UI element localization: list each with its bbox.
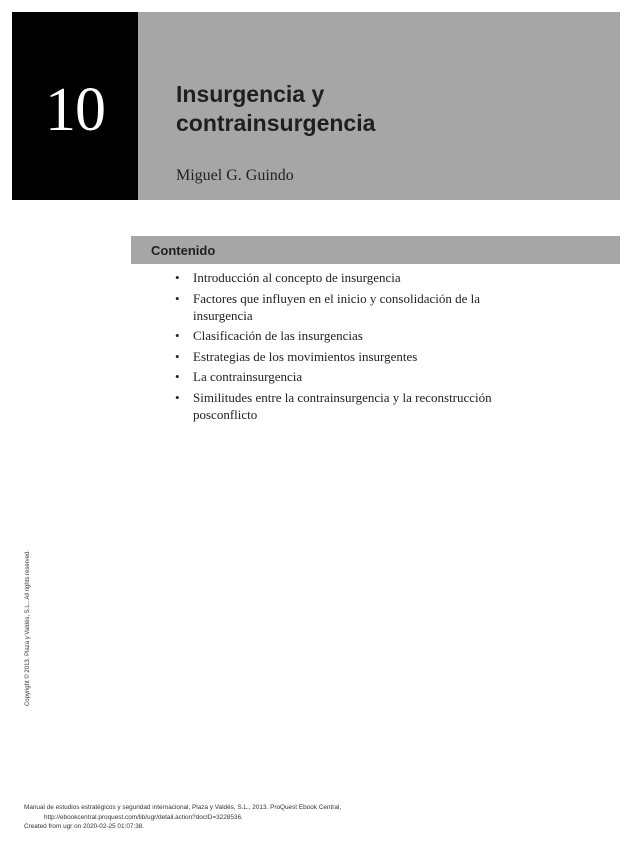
bullet-icon: •	[175, 389, 180, 405]
chapter-title-line-2: contrainsurgencia	[176, 110, 376, 136]
chapter-number-box	[12, 12, 138, 200]
chapter-title-line-1: Insurgencia y	[176, 81, 325, 107]
bullet-icon: •	[175, 290, 180, 306]
bullet-icon: •	[175, 348, 180, 364]
contents-item-text: Introducción al concepto de insurgencia	[193, 270, 401, 285]
contents-item	[175, 327, 520, 344]
contents-list	[175, 269, 520, 426]
contents-item-text: La contrainsurgencia	[193, 369, 303, 384]
chapter-title	[176, 80, 596, 138]
page-footer	[24, 803, 341, 832]
side-copyright-notice: Copyright © 2013. Plaza y Valdés, S.L.. All rights reserved.	[25, 549, 31, 707]
contents-item-text: Estrategias de los movimientos insurgentes	[193, 348, 418, 364]
footer-citation: Manual de estudios estratégicos y seguridad internacional, Plaza y Valdés, S.L., 2013. ProQuest Ebook Central,	[24, 804, 342, 811]
contents-heading-bar	[131, 236, 620, 264]
contents-item	[175, 348, 520, 365]
contents-item	[175, 368, 520, 385]
contents-item	[175, 269, 520, 286]
footer-url: http://ebookcentral.proquest.com/lib/ugr/detail.action?docID=3228536.	[44, 813, 243, 821]
chapter-header	[12, 12, 620, 200]
contents-item-text: Similitudes entre la contrainsurgencia y la reconstrucción posconflicto	[193, 389, 492, 422]
footer-created: Created from ugr on 2020-02-25 01:07:38.	[24, 823, 145, 830]
contents-item	[175, 389, 520, 423]
chapter-author: Miguel G. Guindo	[176, 167, 294, 184]
contents-item	[175, 290, 520, 324]
contents-heading: Contenido	[151, 243, 216, 258]
bullet-icon: •	[175, 369, 180, 384]
contents-item-text: Factores que influyen en el inicio y consolidación de la insurgencia	[193, 290, 480, 323]
bullet-icon: •	[175, 270, 180, 285]
chapter-number: 10	[45, 75, 105, 144]
contents-item-text: Clasificación de las insurgencias	[193, 328, 363, 343]
bullet-icon: •	[175, 328, 180, 343]
